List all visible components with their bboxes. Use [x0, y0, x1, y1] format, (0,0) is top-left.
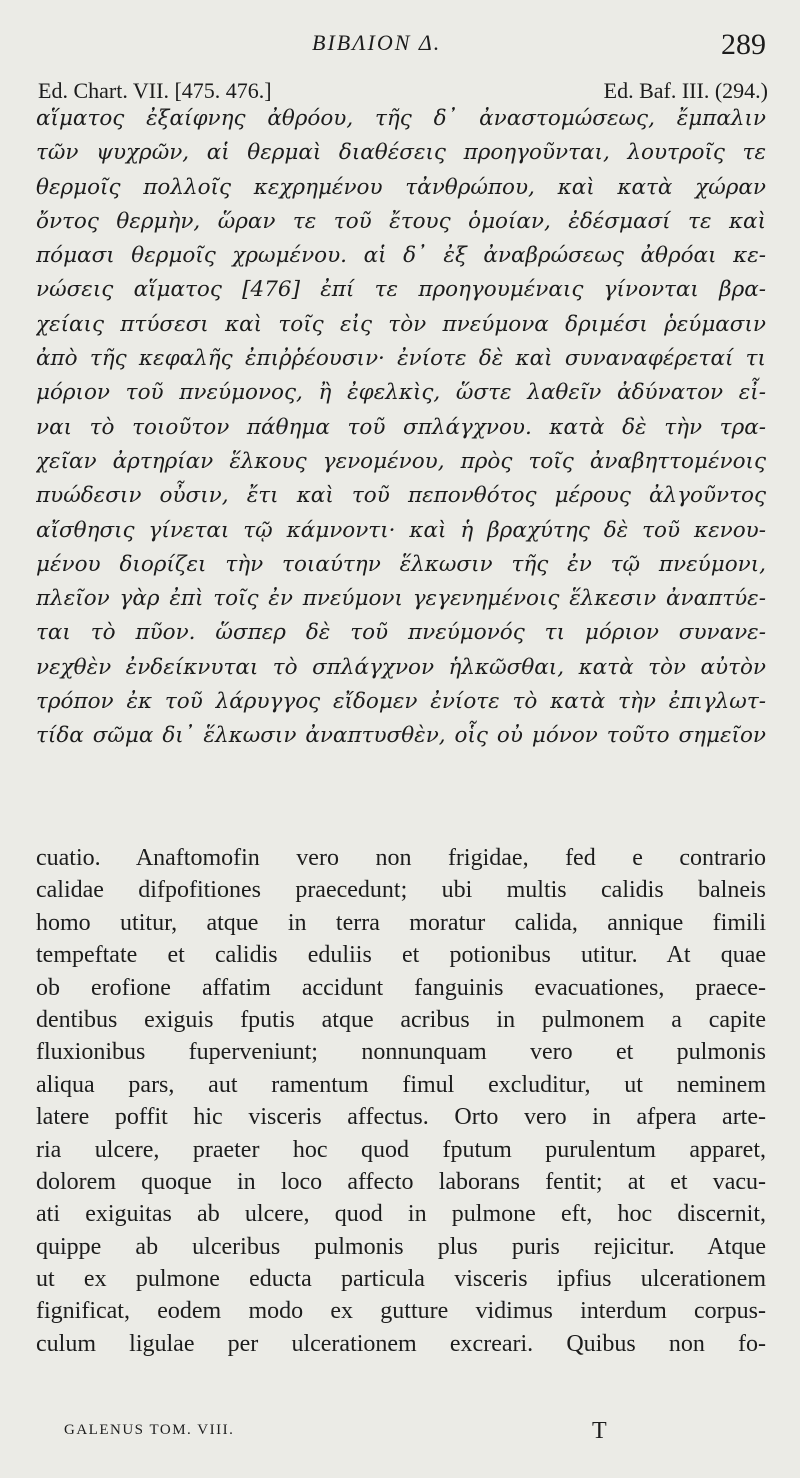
latin-translation-block: [36, 842, 766, 1360]
latin-text-line: latere poffit hic visceris affectus. Orto vero in afpera arte-: [36, 1104, 766, 1131]
latin-text-line: ob erofione affatim accidunt fanguinis evacuationes, praece-: [36, 974, 766, 1001]
greek-text-line: τίδα σῶμα δι᾽ ἕλκωσιν ἀναπτυσθὲν, οἷς οὐ μόνον τοῦτο σημεῖον: [36, 723, 766, 749]
greek-text-line: χεῖαν ἀρτηρίαν ἕλκους γενομένου, πρὸς τοῖς ἀναβηττομένοις: [36, 448, 766, 474]
latin-text-line: fluxionibus fuperveniunt; nonnunquam vero et pulmonis: [36, 1039, 766, 1066]
greek-text-line: θερμοῖς πολλοῖς κεχρημένου τἀνθρώπου, καὶ κατὰ χώραν: [36, 174, 766, 200]
latin-text-line: fignificat, eodem modo ex gutture vidimus interdum corpus-: [36, 1298, 766, 1325]
latin-text-line: ati exiguitas ab ulcere, quod in pulmone eft, hoc discernit,: [36, 1201, 766, 1228]
greek-text-line: μόριον τοῦ πνεύμονος, ἢ ἐφελκὶς, ὥστε λαθεῖν ἀδύνατον εἶ-: [36, 380, 766, 406]
latin-text-line: aliqua pars, aut ramentum fimul excluditur, ut neminem: [36, 1071, 766, 1098]
greek-text-line: αἵματος ἐξαίφνης ἀθρόου, τῆς δ᾽ ἀναστομώσεως, ἔμπαλιν: [36, 106, 766, 131]
edition-chartier-reference: Ed. Chart. VII. [475. 476.]: [38, 78, 272, 103]
latin-text-line: quippe ab ulceribus pulmonis plus puris rejicitur. Atque: [36, 1233, 766, 1260]
latin-text-line: homo utitur, atque in terra moratur calida, annique fimili: [36, 909, 766, 936]
greek-text-line: ὄντος θερμὴν, ὥραν τε τοῦ ἔτους ὁμοίαν, ἐδέσμασί τε καὶ: [36, 208, 766, 234]
greek-text-line: τρόπον ἐκ τοῦ λάρυγγος εἴδομεν ἐνίοτε τὸ κατὰ τὴν ἐπιγλωτ-: [36, 689, 766, 715]
greek-text-line: ται τὸ πῦον. ὥσπερ δὲ τοῦ πνεύμονός τι μόριον συνανε-: [36, 620, 766, 646]
greek-text-line: τῶν ψυχρῶν, αἱ θερμαὶ διαθέσεις προηγοῦνται, λουτροῖς τε: [36, 140, 766, 166]
greek-text-block: [36, 102, 766, 754]
greek-text-line: αἴσθησις γίνεται τῷ κάμνοντι· καὶ ἡ βραχύτης δὲ τοῦ κενου-: [36, 517, 766, 543]
book-title: BIBΛION Δ.: [312, 30, 442, 55]
greek-text-line: ἀπὸ τῆς κεφαλῆς ἐπιῤῥέουσιν· ἐνίοτε δὲ καὶ συναναφέρεταί τι: [36, 346, 766, 372]
greek-text-line: νεχθὲν ἐνδείκνυται τὸ σπλάγχνον ἡλκῶσθαι, κατὰ τὸν αὐτὸν: [36, 654, 766, 680]
latin-text-line: ut ex pulmone educta particula visceris ipfius ulcerationem: [36, 1266, 766, 1293]
latin-text-line: tempeftate et calidis eduliis et potionibus utitur. At quae: [36, 942, 766, 969]
latin-text-line: ria ulcere, praeter hoc quod fputum purulentum apparet,: [36, 1136, 766, 1163]
greek-text-line: πλεῖον γὰρ ἐπὶ τοῖς ἐν πνεύμονι γεγενημένοις ἕλκεσιν ἀναπτύε-: [36, 586, 766, 612]
greek-text-line: χείαις πτύσεσι καὶ τοῖς εἰς τὸν πνεύμονα δριμέσι ῥεύμασιν: [36, 311, 766, 337]
greek-text-line: νώσεις αἵματος [476] ἐπί τε προηγουμέναις γίνονται βρα-: [36, 277, 766, 303]
latin-text-line: culum ligulae per ulcerationem excreari. Quibus non fo-: [36, 1330, 766, 1357]
greek-text-line: πυώδεσιν οὖσιν, ἔτι καὶ τοῦ πεπονθότος μέρους ἀλγοῦντος: [36, 483, 766, 509]
sheet-mark: T: [592, 1418, 607, 1444]
greek-text-line: μένου διορίζει τὴν τοιαύτην ἕλκωσιν τῆς ἐν τῷ πνεύμονι,: [36, 551, 766, 577]
latin-text-line: dolorem quoque in loco affecto laborans fentit; at et vacu-: [36, 1168, 766, 1195]
page-number: 289: [721, 28, 766, 61]
page-footer: [64, 1418, 764, 1448]
footer-signature: GALENUS TOM. VIII.: [64, 1422, 235, 1438]
latin-text-line: dentibus exiguis fputis atque acribus in pulmonem a capite: [36, 1006, 766, 1033]
greek-text-line: πόμασι θερμοῖς χρωμένου. αἱ δ᾽ ἐξ ἀναβρώσεως ἀθρόαι κε-: [36, 243, 766, 269]
latin-text-line: calidae difpofitiones praecedunt; ubi multis calidis balneis: [36, 877, 766, 904]
greek-text-line: ναι τὸ τοιοῦτον πάθημα τοῦ σπλάγχνου. κατὰ δὲ τὴν τρα-: [36, 414, 766, 440]
running-head: [0, 28, 800, 68]
edition-basel-reference: Ed. Baf. III. (294.): [603, 78, 768, 103]
latin-text-line: cuatio. Anaftomofin vero non frigidae, fed e contrario: [36, 845, 766, 871]
